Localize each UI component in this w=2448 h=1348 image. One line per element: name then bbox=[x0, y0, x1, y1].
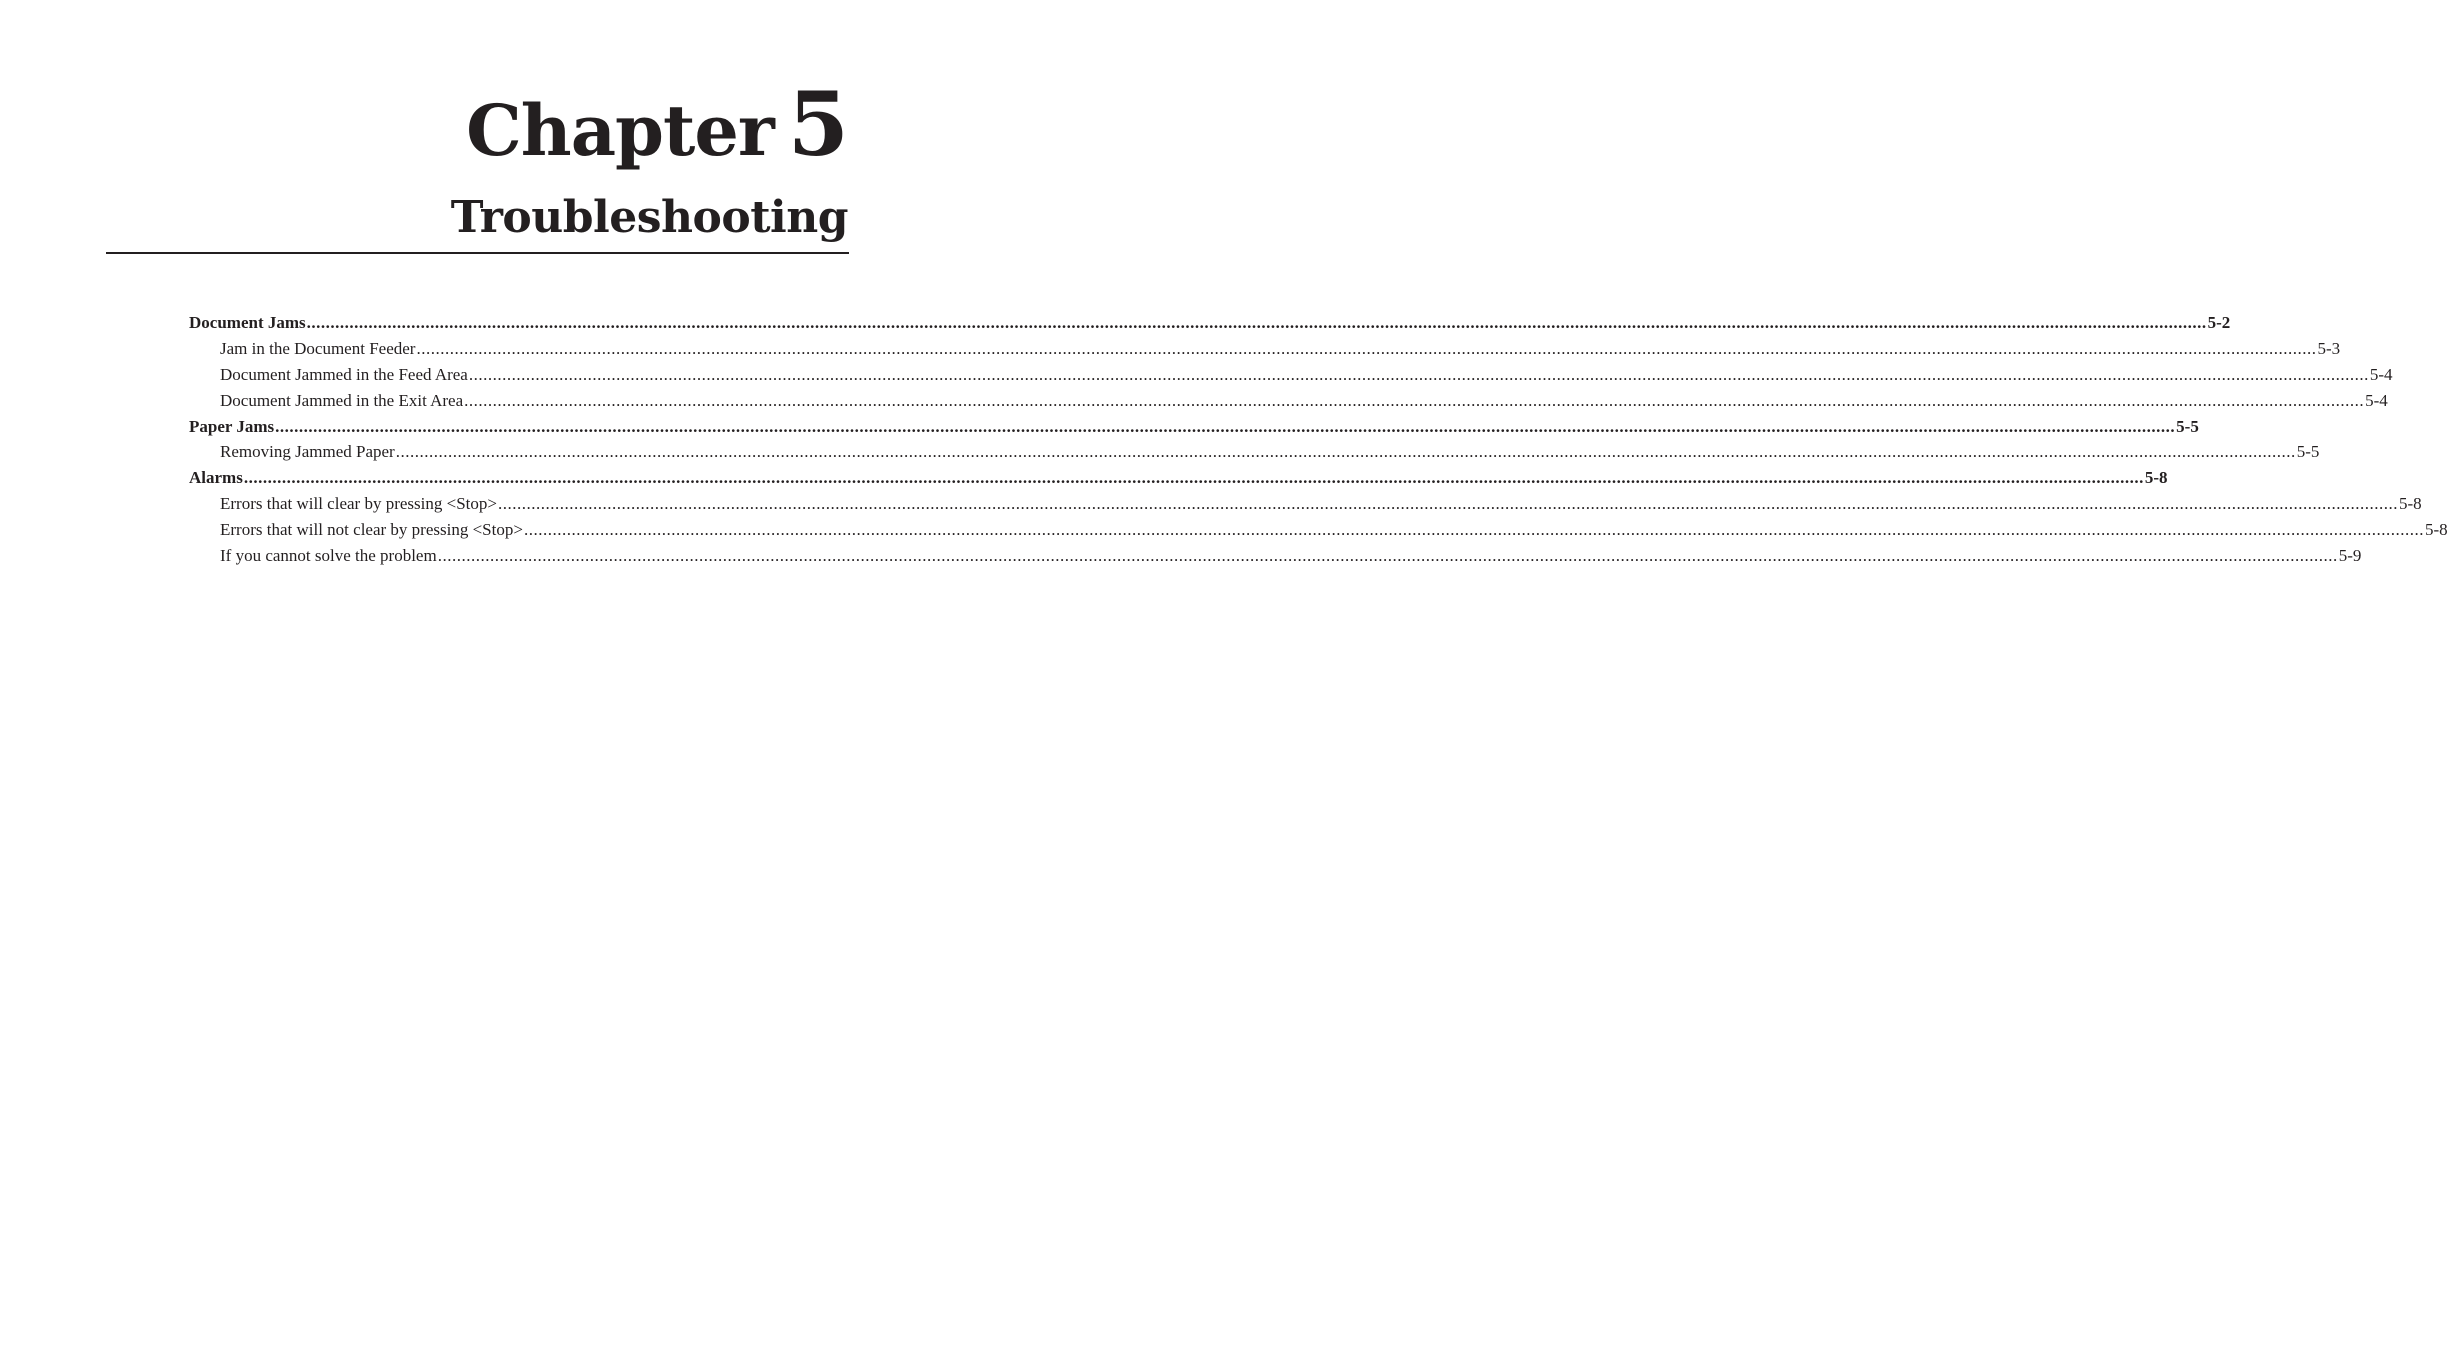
toc-entry-label: Document Jammed in the Exit Area bbox=[220, 390, 464, 410]
toc-entry[interactable] bbox=[189, 467, 2168, 493]
toc-entry-label: Errors that will clear by pressing <Stop> bbox=[220, 494, 497, 514]
toc-entry[interactable] bbox=[189, 390, 2388, 416]
chapter-number: 5 bbox=[787, 72, 848, 176]
toc-leader-dots: ................................................................................................................................................................................................................................................................................................................................................................................................................ bbox=[243, 468, 2144, 488]
toc-entry-page: 5-2 bbox=[2207, 313, 2231, 332]
toc-leader-dots: ................................................................................................................................................................................................................................................................................................................................................................................................................ bbox=[497, 494, 2398, 514]
toc-entry-page: 5-8 bbox=[2398, 494, 2422, 514]
title-divider bbox=[106, 252, 849, 254]
chapter-word: Chapter bbox=[466, 89, 774, 172]
toc-entry[interactable] bbox=[189, 545, 2362, 571]
toc-entry-label: If you cannot solve the problem bbox=[220, 546, 437, 566]
toc-entry-page: 5-3 bbox=[2317, 338, 2341, 358]
toc-entry-page: 5-8 bbox=[2424, 520, 2448, 540]
toc-leader-dots: ................................................................................................................................................................................................................................................................................................................................................................................................................ bbox=[275, 416, 2176, 436]
toc-entry[interactable] bbox=[189, 441, 2320, 467]
table-of-contents bbox=[189, 312, 2448, 571]
chapter-heading bbox=[466, 72, 848, 176]
toc-leader-dots: ................................................................................................................................................................................................................................................................................................................................................................................................................ bbox=[464, 390, 2365, 410]
toc-entry-label: Errors that will not clear by pressing <Stop> bbox=[220, 520, 523, 540]
toc-entry[interactable] bbox=[189, 338, 2341, 364]
toc-entry-page: 5-4 bbox=[2365, 390, 2388, 410]
toc-entry-label: Removing Jammed Paper bbox=[220, 442, 395, 462]
toc-entry-label: Alarms bbox=[189, 468, 243, 488]
toc-entry[interactable] bbox=[189, 519, 2448, 545]
toc-entry-label: Paper Jams bbox=[189, 416, 275, 436]
toc-entry-page: 5-5 bbox=[2176, 416, 2199, 436]
toc-leader-dots: ................................................................................................................................................................................................................................................................................................................................................................................................................ bbox=[437, 546, 2338, 566]
toc-leader-dots: ................................................................................................................................................................................................................................................................................................................................................................................................................ bbox=[468, 364, 2369, 384]
toc-leader-dots: ................................................................................................................................................................................................................................................................................................................................................................................................................ bbox=[416, 338, 2317, 358]
toc-leader-dots: ................................................................................................................................................................................................................................................................................................................................................................................................................ bbox=[523, 520, 2424, 540]
toc-entry-label: Jam in the Document Feeder bbox=[220, 338, 416, 358]
toc-entry-label: Document Jams bbox=[189, 313, 306, 332]
toc-entry-page: 5-8 bbox=[2144, 468, 2168, 488]
toc-entry-page: 5-9 bbox=[2338, 546, 2362, 566]
chapter-title: Troubleshooting bbox=[450, 192, 848, 243]
toc-entry[interactable] bbox=[189, 312, 2231, 338]
toc-entry[interactable] bbox=[189, 493, 2422, 519]
toc-entry[interactable] bbox=[189, 364, 2393, 390]
toc-entry[interactable] bbox=[189, 416, 2199, 442]
toc-entry-page: 5-4 bbox=[2369, 364, 2393, 384]
toc-leader-dots: ................................................................................................................................................................................................................................................................................................................................................................................................................ bbox=[395, 442, 2296, 462]
toc-entry-label: Document Jammed in the Feed Area bbox=[220, 364, 468, 384]
toc-leader-dots: ................................................................................................................................................................................................................................................................................................................................................................................................................ bbox=[306, 313, 2207, 332]
toc-entry-page: 5-5 bbox=[2296, 442, 2320, 462]
